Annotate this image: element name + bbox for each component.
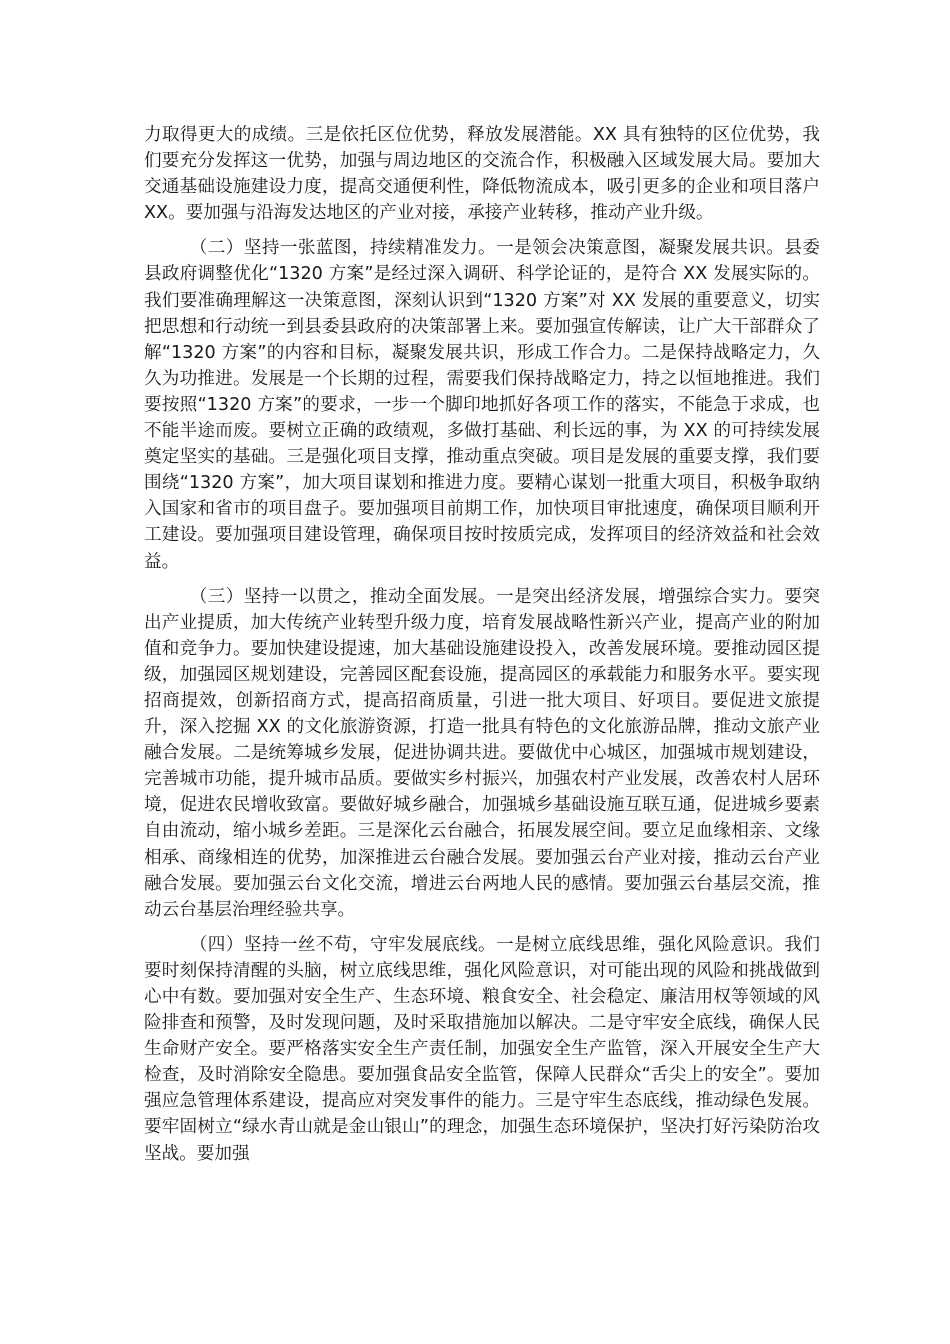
document-body [144,122,820,1167]
paragraph-continuation: 力取得更大的成绩。三是依托区位优势，释放发展潜能。XX 具有独特的区位优势，我们要充分发挥这一优势，加强与周边地区的交流合作，积极融入区域发展大局。要加大交通基础设施建设力度，提高交通便利性，降低物流成本，吸引更多的企业和项目落户 XX。要加强与沿海发达地区的产业对接，承接产业转移，推动产业升级。 [144,125,820,224]
paragraph-section-three: （三）坚持一以贯之，推动全面发展。一是突出经济发展，增强综合实力。要突出产业提质，加大传统产业转型升级力度，培育发展战略性新兴产业，提高产业的附加值和竞争力。要加快建设提速，加大基础设施建设投入，改善发展环境。要推动园区提级，加强园区规划建设，完善园区配套设施，提高园区的承载能力和服务水平。要实现招商提效，创新招商方式，提高招商质量，引进一批大项目、好项目。要促进文旅提升，深入挖掘 XX 的文化旅游资源，打造一批具有特色的文化旅游品牌，推动文旅产业融合发展。二是统筹城乡发展，促进协调共进。要做优中心城区，加强城市规划建设，完善城市功能，提升城市品质。要做实乡村振兴，加强农村产业发展，改善农村人居环境，促进农民增收致富。要做好城乡融合，加强城乡基础设施互联互通，促进城乡要素自由流动，缩小城乡差距。三是深化云台融合，拓展发展空间。要立足血缘相亲、文缘相承、商缘相连的优势，加深推进云台融合发展。要加强云台产业对接，推动云台产业融合发展。要加强云台文化交流，增进云台两地人民的感情。要加强云台基层交流，推动云台基层治理经验共享。 [144,586,820,920]
paragraph-section-four: （四）坚持一丝不苟，守牢发展底线。一是树立底线思维，强化风险意识。我们要时刻保持清醒的头脑，树立底线思维，强化风险意识，对可能出现的风险和挑战做到心中有数。要加强对安全生产、生态环境、粮食安全、社会稳定、廉洁用权等领域的风险排查和预警，及时发现问题，及时采取措施加以解决。二是守牢安全底线，确保人民生命财产安全。要严格落实安全生产责任制，加强安全生产监管，深入开展安全生产大检查，及时消除安全隐患。要加强食品安全监管，保障人民群众“舌尖上的安全”。要加强应急管理体系建设，提高应对突发事件的能力。三是守牢生态底线，推动绿色发展。要牢固树立“绿水青山就是金山银山”的理念，加强生态环境保护，坚决打好污染防治攻坚战。要加强 [144,934,820,1164]
paragraph-section-two: （二）坚持一张蓝图，持续精准发力。一是领会决策意图，凝聚发展共识。县委县政府调整优化“1320 方案”是经过深入调研、科学论证的，是符合 XX 发展实际的。我们要准确理解这一决策意图，深刻认识到“1320 方案”对 XX 发展的重要意义，切实把思想和行动统一到县委县政府的决策部署上来。要加强宣传解读，让广大干部群众了解“1320 方案”的内容和目标，凝聚发展共识，形成工作合力。二是保持战略定力，久久为功推进。发展是一个长期的过程，需要我们保持战略定力，持之以恒地推进。我们要按照“1320 方案”的要求，一步一个脚印地抓好各项工作的落实，不能急于求成，也不能半途而废。要树立正确的政绩观，多做打基础、利长远的事，为 XX 的可持续发展奠定坚实的基础。三是强化项目支撑，推动重点突破。项目是发展的重要支撑，我们要围绕“1320 方案”，加大项目谋划和推进力度。要精心谋划一批重大项目，积极争取纳入国家和省市的项目盘子。要加强项目前期工作，加快项目审批速度，确保项目顺利开工建设。要加强项目建设管理，确保项目按时按质完成，发挥项目的经济效益和社会效益。 [144,238,820,572]
